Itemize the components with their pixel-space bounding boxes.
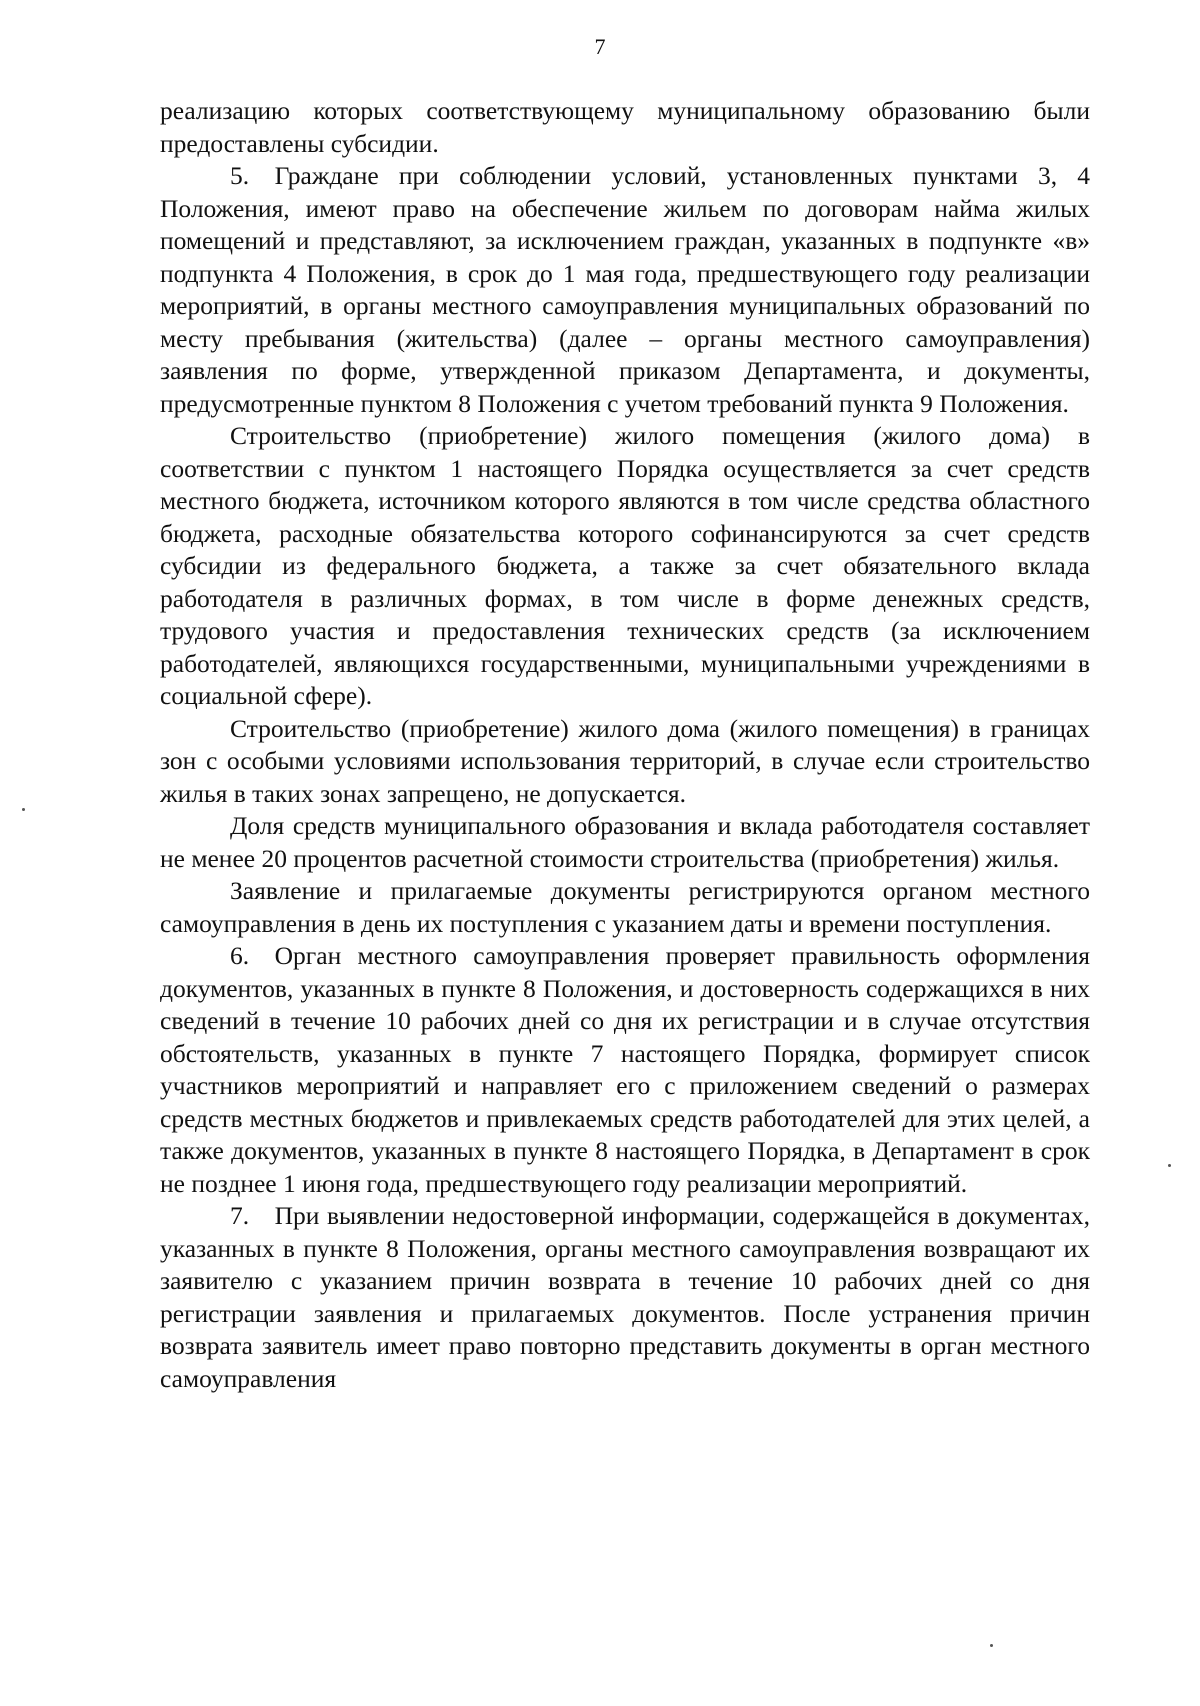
- paragraph-special-zones: Строительство (приобретение) жилого дома (жилого помещения) в границах зон с особыми условиями использования территорий, в случае если строительство жилья в таких зонах запрещено, не допускается.: [160, 713, 1090, 808]
- scan-speck: [1168, 1164, 1171, 1167]
- paragraph-item-6: 6. Орган местного самоуправления проверяет правильность оформления документов, указанных в пункте 8 Положения, и достоверность содержащихся в них сведений в течение 10 рабочих дней со дня их регистрации и в случае отсутствия обстоятельств, указанных в пункте 7 настоящего Порядка, формирует список участников мероприятий и направляет его с приложением сведений о размерах средств местных бюджетов и привлекаемых средств работодателей для этих целей, а также документов, указанных в пункте 8 настоящего Порядка, в Департамент в срок не позднее 1 июня года, предшествующего году реализации мероприятий.: [160, 941, 1090, 1198]
- page-number: 7: [594, 34, 606, 59]
- paragraph-continuation: реализацию которых соответствующему муниципальному образованию были предоставлены субсидии.: [160, 96, 1090, 158]
- scan-speck: [22, 808, 25, 811]
- paragraph-construction: Строительство (приобретение) жилого помещения (жилого дома) в соответствии с пунктом 1 настоящего Порядка осуществляется за счет средств местного бюджета, источником которого являются в том числе средства областного бюджета, расходные обязательства которого софинансируются за счет средств субсидии из федерального бюджета, а также за счет обязательного вклада работодателя в различных формах, в том числе в форме денежных средств, трудового участия и предоставления технических средств (за исключением работодателей, являющихся государственными, муниципальными учреждениями в социальной сфере).: [160, 421, 1090, 710]
- paragraph-item-7: 7. При выявлении недостоверной информации, содержащейся в документах, указанных в пункте 8 Положения, органы местного самоуправления возвращают их заявителю с указанием причин возврата в течение 10 рабочих дней со дня регистрации заявления и прилагаемых документов. После устранения причин возврата заявитель имеет право повторно представить документы в орган местного самоуправления: [160, 1201, 1090, 1393]
- scan-speck: [990, 1644, 993, 1647]
- document-body: [160, 95, 1090, 1395]
- paragraph-item-5: 5. Граждане при соблюдении условий, установленных пунктами 3, 4 Положения, имеют право на обеспечение жильем по договорам найма жилых помещений и представляют, за исключением граждан, указанных в подпункте «в» подпункта 4 Положения, в срок до 1 мая года, предшествующего году реализации мероприятий, в органы местного самоуправления муниципальных образований по месту пребывания (жительства) (далее – органы местного самоуправления) заявления по форме, утвержденной приказом Департамента, и документы, предусмотренные пунктом 8 Положения с учетом требований пункта 9 Положения.: [160, 161, 1090, 418]
- paragraph-funding-share: Доля средств муниципального образования и вклада работодателя составляет не менее 20 процентов расчетной стоимости строительства (приобретения) жилья.: [160, 811, 1090, 873]
- paragraph-registration: Заявление и прилагаемые документы регистрируются органом местного самоуправления в день их поступления с указанием даты и времени поступления.: [160, 876, 1090, 938]
